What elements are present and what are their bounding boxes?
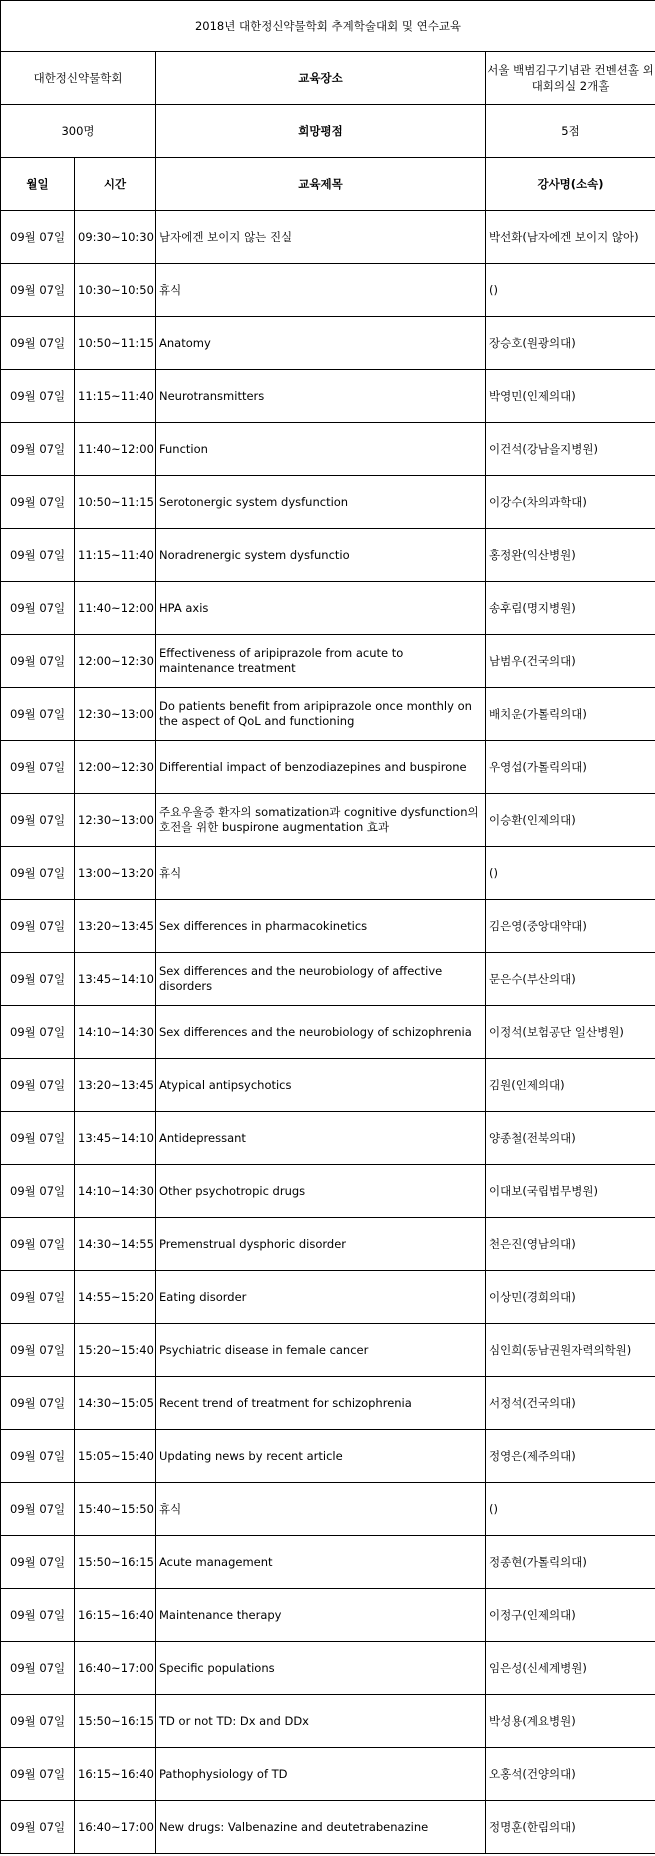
row-subject: Anatomy — [156, 317, 486, 370]
table-row — [1, 211, 655, 264]
row-subject: Acute management — [156, 1536, 486, 1589]
row-time: 14:55~15:20 — [75, 1271, 156, 1324]
row-date: 09월 07일 — [1, 1483, 75, 1536]
organizer: 대한정신약물학회 — [1, 52, 156, 105]
row-time: 14:10~14:30 — [75, 1006, 156, 1059]
row-time: 12:30~13:00 — [75, 688, 156, 741]
row-time: 09:30~10:30 — [75, 211, 156, 264]
row-speaker: 배치운(가톨릭의대) — [486, 688, 655, 741]
row-date: 09월 07일 — [1, 1377, 75, 1430]
col-subject-header: 교육제목 — [156, 158, 486, 211]
table-row — [1, 953, 655, 1006]
row-date: 09월 07일 — [1, 1059, 75, 1112]
row-date: 09월 07일 — [1, 370, 75, 423]
row-subject: 휴식 — [156, 264, 486, 317]
row-subject: 휴식 — [156, 1483, 486, 1536]
row-subject: Other psychotropic drugs — [156, 1165, 486, 1218]
capacity: 300명 — [1, 105, 156, 158]
row-subject: Maintenance therapy — [156, 1589, 486, 1642]
table-row — [1, 1006, 655, 1059]
row-speaker: 이정구(인제의대) — [486, 1589, 655, 1642]
row-speaker: 이강수(차의과학대) — [486, 476, 655, 529]
score-label: 희망평점 — [156, 105, 486, 158]
table-row — [1, 1589, 655, 1642]
table-row — [1, 529, 655, 582]
row-subject: Differential impact of benzodiazepines and buspirone — [156, 741, 486, 794]
row-subject: Eating disorder — [156, 1271, 486, 1324]
row-speaker: 박영민(인제의대) — [486, 370, 655, 423]
table-row — [1, 1536, 655, 1589]
row-speaker: () — [486, 1483, 655, 1536]
row-date: 09월 07일 — [1, 317, 75, 370]
row-date: 09월 07일 — [1, 1536, 75, 1589]
row-time: 13:00~13:20 — [75, 847, 156, 900]
table-row — [1, 1483, 655, 1536]
row-speaker: 정영은(제주의대) — [486, 1430, 655, 1483]
row-subject: Do patients benefit from aripiprazole once monthly on the aspect of QoL and functioning — [156, 688, 486, 741]
row-time: 16:40~17:00 — [75, 1801, 156, 1854]
table-row — [1, 847, 655, 900]
row-date: 09월 07일 — [1, 1271, 75, 1324]
row-subject: Antidepressant — [156, 1112, 486, 1165]
row-date: 09월 07일 — [1, 953, 75, 1006]
row-subject: Neurotransmitters — [156, 370, 486, 423]
row-date: 09월 07일 — [1, 211, 75, 264]
table-row — [1, 1801, 655, 1854]
row-subject: Function — [156, 423, 486, 476]
row-subject: 주요우울증 환자의 somatization과 cognitive dysfunction의 호전을 위한 buspirone augmentation 효과 — [156, 794, 486, 847]
row-time: 15:50~16:15 — [75, 1536, 156, 1589]
row-speaker: 임은성(신세계병원) — [486, 1642, 655, 1695]
score: 5점 — [486, 105, 655, 158]
row-speaker: 심인희(동남권원자력의학원) — [486, 1324, 655, 1377]
row-time: 13:20~13:45 — [75, 900, 156, 953]
table-row — [1, 1642, 655, 1695]
row-time: 14:30~14:55 — [75, 1218, 156, 1271]
row-speaker: 장승호(원광의대) — [486, 317, 655, 370]
row-speaker: () — [486, 264, 655, 317]
row-speaker: 남범우(건국의대) — [486, 635, 655, 688]
table-row — [1, 741, 655, 794]
row-time: 10:50~11:15 — [75, 476, 156, 529]
row-speaker: 박선화(남자에겐 보이지 않아) — [486, 211, 655, 264]
table-row — [1, 688, 655, 741]
row-subject: Premenstrual dysphoric disorder — [156, 1218, 486, 1271]
table-row — [1, 1748, 655, 1801]
row-time: 11:15~11:40 — [75, 370, 156, 423]
row-speaker: 홍정완(익산병원) — [486, 529, 655, 582]
row-date: 09월 07일 — [1, 794, 75, 847]
row-speaker: 정종현(가톨릭의대) — [486, 1536, 655, 1589]
row-speaker: 정명훈(한림의대) — [486, 1801, 655, 1854]
page-title: 2018년 대한정신약물학회 추계학술대회 및 연수교육 — [1, 1, 655, 52]
table-row — [1, 1430, 655, 1483]
row-date: 09월 07일 — [1, 1218, 75, 1271]
table-row — [1, 1112, 655, 1165]
row-time: 12:30~13:00 — [75, 794, 156, 847]
row-speaker: 오홍석(건양의대) — [486, 1748, 655, 1801]
row-speaker: 박성용(계요병원) — [486, 1695, 655, 1748]
row-time: 16:15~16:40 — [75, 1748, 156, 1801]
row-date: 09월 07일 — [1, 1642, 75, 1695]
row-time: 11:15~11:40 — [75, 529, 156, 582]
row-subject: Noradrenergic system dysfunctio — [156, 529, 486, 582]
row-date: 09월 07일 — [1, 1430, 75, 1483]
row-date: 09월 07일 — [1, 264, 75, 317]
row-date: 09월 07일 — [1, 1748, 75, 1801]
table-row — [1, 370, 655, 423]
row-time: 14:30~15:05 — [75, 1377, 156, 1430]
table-row — [1, 1218, 655, 1271]
row-date: 09월 07일 — [1, 635, 75, 688]
row-time: 10:30~10:50 — [75, 264, 156, 317]
row-time: 15:05~15:40 — [75, 1430, 156, 1483]
row-time: 15:20~15:40 — [75, 1324, 156, 1377]
row-time: 15:40~15:50 — [75, 1483, 156, 1536]
row-date: 09월 07일 — [1, 529, 75, 582]
venue: 서울 백범김구기념관 컨벤션홀 외 대회의실 2개홀 — [486, 52, 655, 105]
table-row — [1, 1377, 655, 1430]
table-row — [1, 423, 655, 476]
row-speaker: 김원(인제의대) — [486, 1059, 655, 1112]
score-row — [1, 105, 655, 158]
row-speaker: 양종철(전북의대) — [486, 1112, 655, 1165]
row-subject: Psychiatric disease in female cancer — [156, 1324, 486, 1377]
row-subject: Updating news by recent article — [156, 1430, 486, 1483]
row-speaker: 송후림(명지병원) — [486, 582, 655, 635]
row-time: 13:45~14:10 — [75, 1112, 156, 1165]
row-subject: Sex differences and the neurobiology of schizophrenia — [156, 1006, 486, 1059]
col-date-header: 월일 — [1, 158, 75, 211]
row-speaker: 문은수(부산의대) — [486, 953, 655, 1006]
row-date: 09월 07일 — [1, 847, 75, 900]
row-subject: Pathophysiology of TD — [156, 1748, 486, 1801]
row-speaker: 이정석(보험공단 일산병원) — [486, 1006, 655, 1059]
row-subject: 휴식 — [156, 847, 486, 900]
row-speaker: 서정석(건국의대) — [486, 1377, 655, 1430]
row-date: 09월 07일 — [1, 1165, 75, 1218]
col-time-header: 시간 — [75, 158, 156, 211]
row-speaker: 이상민(경희의대) — [486, 1271, 655, 1324]
table-row — [1, 317, 655, 370]
row-speaker: 이승환(인제의대) — [486, 794, 655, 847]
row-date: 09월 07일 — [1, 741, 75, 794]
row-time: 13:45~14:10 — [75, 953, 156, 1006]
table-row — [1, 1695, 655, 1748]
row-time: 12:00~12:30 — [75, 741, 156, 794]
row-subject: Serotonergic system dysfunction — [156, 476, 486, 529]
row-time: 12:00~12:30 — [75, 635, 156, 688]
row-subject: Effectiveness of aripiprazole from acute to maintenance treatment — [156, 635, 486, 688]
row-subject: HPA axis — [156, 582, 486, 635]
table-row — [1, 1059, 655, 1112]
row-subject: Recent trend of treatment for schizophrenia — [156, 1377, 486, 1430]
table-row — [1, 582, 655, 635]
table-row — [1, 1271, 655, 1324]
row-speaker: 이대보(국립법무병원) — [486, 1165, 655, 1218]
table-row — [1, 900, 655, 953]
row-date: 09월 07일 — [1, 476, 75, 529]
table-row — [1, 476, 655, 529]
row-date: 09월 07일 — [1, 1801, 75, 1854]
row-speaker: 이건석(강남을지병원) — [486, 423, 655, 476]
row-time: 15:50~16:15 — [75, 1695, 156, 1748]
row-speaker: 천은진(영남의대) — [486, 1218, 655, 1271]
row-date: 09월 07일 — [1, 1589, 75, 1642]
venue-row — [1, 52, 655, 105]
venue-label: 교육장소 — [156, 52, 486, 105]
row-time: 16:40~17:00 — [75, 1642, 156, 1695]
table-row — [1, 264, 655, 317]
row-speaker: () — [486, 847, 655, 900]
row-speaker: 우영섭(가톨릭의대) — [486, 741, 655, 794]
row-date: 09월 07일 — [1, 423, 75, 476]
row-subject: Sex differences and the neurobiology of affective disorders — [156, 953, 486, 1006]
column-header-row — [1, 158, 655, 211]
row-date: 09월 07일 — [1, 582, 75, 635]
row-date: 09월 07일 — [1, 688, 75, 741]
row-date: 09월 07일 — [1, 900, 75, 953]
table-row — [1, 794, 655, 847]
row-time: 13:20~13:45 — [75, 1059, 156, 1112]
table-row — [1, 1324, 655, 1377]
row-subject: 남자에겐 보이지 않는 진실 — [156, 211, 486, 264]
title-row — [1, 1, 655, 52]
row-subject: Atypical antipsychotics — [156, 1059, 486, 1112]
row-subject: TD or not TD: Dx and DDx — [156, 1695, 486, 1748]
row-time: 11:40~12:00 — [75, 582, 156, 635]
row-date: 09월 07일 — [1, 1112, 75, 1165]
row-time: 14:10~14:30 — [75, 1165, 156, 1218]
row-subject: Sex differences in pharmacokinetics — [156, 900, 486, 953]
row-date: 09월 07일 — [1, 1324, 75, 1377]
table-row — [1, 635, 655, 688]
row-subject: New drugs: Valbenazine and deutetrabenazine — [156, 1801, 486, 1854]
row-time: 11:40~12:00 — [75, 423, 156, 476]
row-date: 09월 07일 — [1, 1695, 75, 1748]
row-time: 10:50~11:15 — [75, 317, 156, 370]
row-subject: Specific populations — [156, 1642, 486, 1695]
table-row — [1, 1165, 655, 1218]
row-speaker: 김은영(중앙대약대) — [486, 900, 655, 953]
col-speaker-header: 강사명(소속) — [486, 158, 655, 211]
row-date: 09월 07일 — [1, 1006, 75, 1059]
row-time: 16:15~16:40 — [75, 1589, 156, 1642]
